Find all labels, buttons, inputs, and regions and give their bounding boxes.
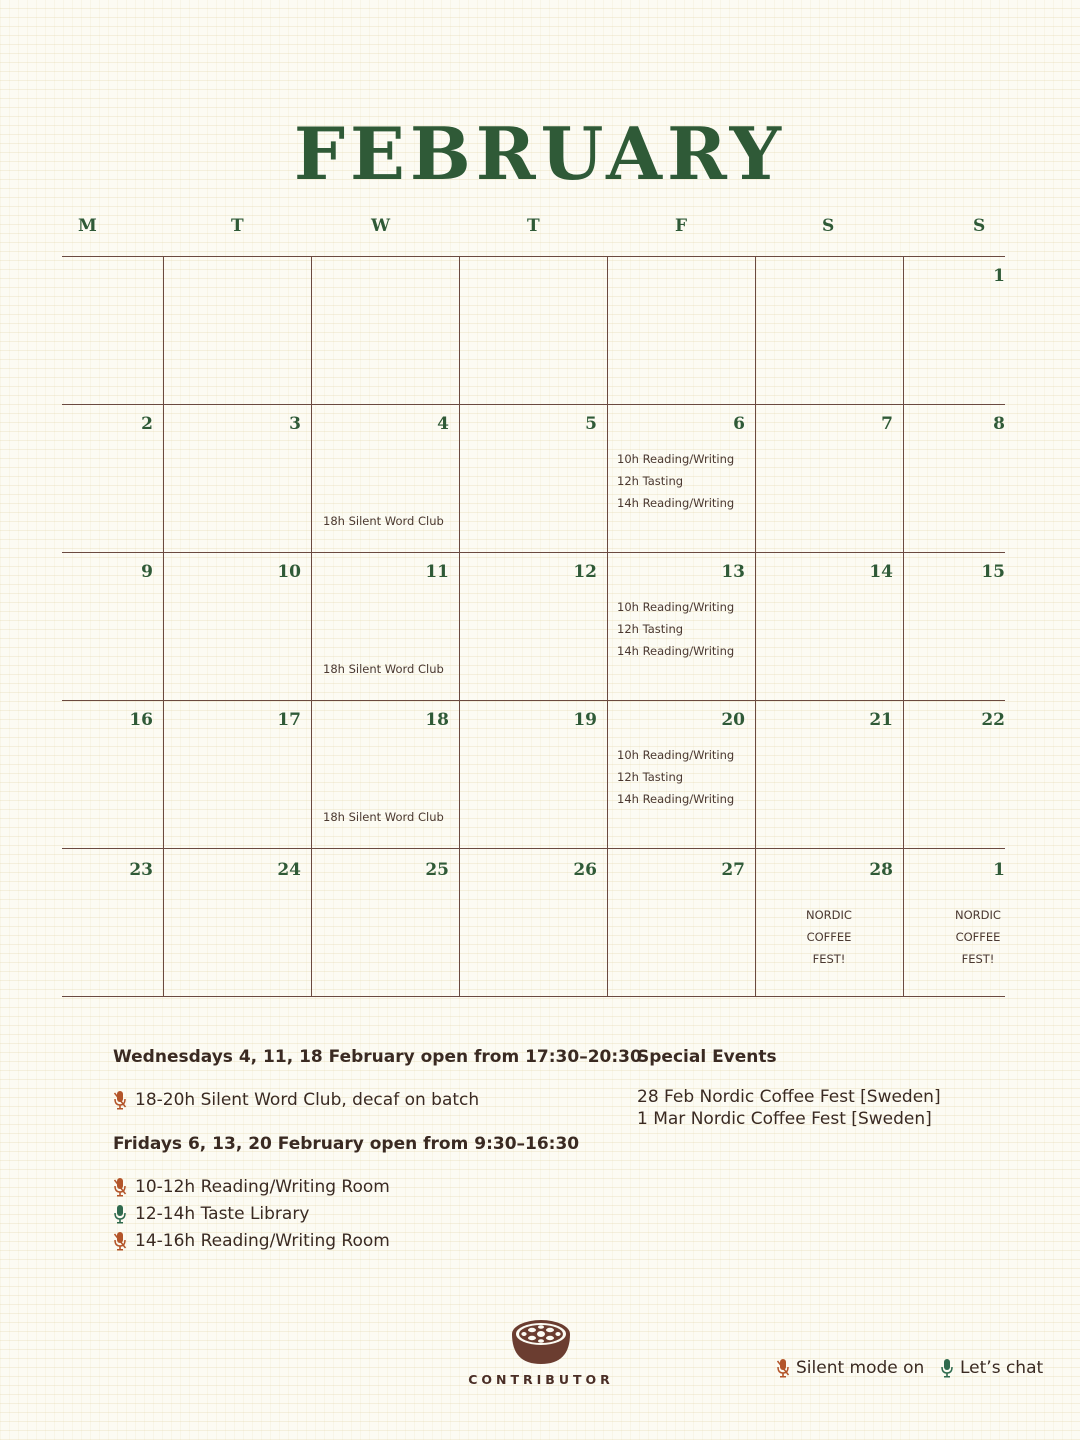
calendar-day	[903, 848, 1005, 996]
day-number: 1	[993, 266, 1005, 286]
list-item	[113, 1086, 613, 1113]
list-item	[113, 1173, 613, 1200]
event-item: 10h Reading/Writing	[617, 452, 735, 466]
weekday-sunday: S	[973, 216, 986, 236]
event-item: 14h Reading/Writing	[617, 496, 735, 510]
event-item: FEST!	[961, 952, 995, 966]
chat-mic-icon	[940, 1358, 954, 1378]
special-events-heading: Special Events	[637, 1046, 777, 1067]
day-number: 14	[869, 562, 893, 582]
calendar-day	[62, 848, 163, 996]
list-item	[113, 1227, 613, 1254]
day-number: 1	[993, 860, 1005, 880]
event-item: 18h Silent Word Club	[323, 810, 444, 824]
calendar-day	[62, 552, 163, 700]
day-number: 7	[881, 414, 893, 434]
calendar-day	[62, 700, 163, 848]
weekday-monday: M	[78, 216, 97, 236]
event-item: NORDIC	[955, 908, 1001, 922]
weekday-friday: F	[675, 216, 688, 236]
calendar-day	[755, 848, 903, 996]
day-number: 2	[141, 414, 153, 434]
event-item: FEST!	[812, 952, 846, 966]
day-number: 5	[585, 414, 597, 434]
nordic-coffee-fest-event	[755, 904, 903, 970]
day-number: 21	[869, 710, 893, 730]
silent-mic-icon	[113, 1177, 127, 1197]
day-number: 15	[981, 562, 1005, 582]
event-item: 10h Reading/Writing	[617, 748, 735, 762]
day-number: 6	[733, 414, 745, 434]
coffee-bowl-icon	[510, 1318, 572, 1366]
event-item: 12h Tasting	[617, 622, 684, 636]
day-number: 24	[277, 860, 301, 880]
event-text: 10-12h Reading/Writing Room	[135, 1176, 390, 1197]
event-item: 14h Reading/Writing	[617, 644, 735, 658]
calendar-day	[903, 700, 1005, 848]
nordic-coffee-fest-event	[903, 904, 1053, 970]
day-number: 11	[425, 562, 449, 582]
day-number: 19	[573, 710, 597, 730]
legend-chat	[940, 1358, 1043, 1378]
day-events	[617, 448, 734, 514]
calendar-day	[607, 848, 755, 996]
day-number: 3	[289, 414, 301, 434]
event-item: COFFEE	[955, 930, 1001, 944]
calendar-day	[311, 552, 459, 700]
chat-mic-icon	[113, 1204, 127, 1224]
weekday-wednesday: W	[371, 216, 391, 236]
grid-line	[62, 256, 1005, 257]
calendar-day	[163, 848, 311, 996]
special-events-list	[637, 1086, 1017, 1130]
event-text: 18-20h Silent Word Club, decaf on batch	[135, 1089, 480, 1110]
day-events	[617, 596, 734, 662]
wednesday-heading: Wednesdays 4, 11, 18 February open from 17:30–20:30	[113, 1046, 642, 1067]
event-item: 18h Silent Word Club	[323, 514, 444, 528]
legend-silent-label: Silent mode on	[796, 1358, 925, 1378]
brand-name: CONTRIBUTOR	[468, 1372, 614, 1387]
weekday-thursday: T	[527, 216, 540, 236]
legend-silent	[776, 1358, 924, 1378]
event-item: 18h Silent Word Club	[323, 662, 444, 676]
day-number: 17	[277, 710, 301, 730]
friday-heading: Fridays 6, 13, 20 February open from 9:30–16:30	[113, 1133, 580, 1154]
calendar-grid	[62, 256, 1005, 997]
day-number: 26	[573, 860, 597, 880]
calendar-day	[163, 700, 311, 848]
calendar-day	[755, 404, 903, 552]
calendar-day	[755, 700, 903, 848]
day-number: 13	[721, 562, 745, 582]
calendar-day	[903, 404, 1005, 552]
calendar-day	[163, 404, 311, 552]
calendar-day	[459, 404, 607, 552]
calendar-day	[311, 700, 459, 848]
day-events	[617, 744, 734, 810]
day-number: 22	[981, 710, 1005, 730]
day-number: 8	[993, 414, 1005, 434]
event-item: NORDIC	[806, 908, 852, 922]
event-item: 14h Reading/Writing	[617, 792, 735, 806]
list-item: 28 Feb Nordic Coffee Fest [Sweden]	[637, 1087, 941, 1107]
calendar-day	[903, 552, 1005, 700]
day-number: 16	[129, 710, 153, 730]
day-number: 23	[129, 860, 153, 880]
day-number: 28	[869, 860, 893, 880]
calendar-day	[903, 256, 1005, 404]
calendar-day	[607, 700, 755, 848]
day-number: 4	[437, 414, 449, 434]
silent-mic-icon	[113, 1090, 127, 1110]
list-item: 1 Mar Nordic Coffee Fest [Sweden]	[637, 1109, 932, 1129]
weekday-tuesday: T	[231, 216, 244, 236]
day-number: 20	[721, 710, 745, 730]
event-item: 12h Tasting	[617, 474, 684, 488]
wednesday-schedule	[113, 1043, 642, 1254]
event-text: 14-16h Reading/Writing Room	[135, 1230, 390, 1251]
calendar-day	[607, 404, 755, 552]
page-title: FEBRUARY	[293, 111, 787, 196]
day-number: 12	[573, 562, 597, 582]
silent-mic-icon	[776, 1358, 790, 1378]
day-number: 25	[425, 860, 449, 880]
calendar-day	[311, 404, 459, 552]
legend-chat-label: Let’s chat	[960, 1358, 1044, 1378]
list-item	[113, 1200, 613, 1227]
calendar-day	[607, 552, 755, 700]
grid-line	[62, 996, 1005, 997]
calendar-day	[459, 848, 607, 996]
event-item: 12h Tasting	[617, 770, 684, 784]
calendar-day	[459, 700, 607, 848]
event-item: 10h Reading/Writing	[617, 600, 735, 614]
special-events	[637, 1043, 1017, 1130]
day-number: 9	[141, 562, 153, 582]
day-number: 10	[277, 562, 301, 582]
event-text: 12-14h Taste Library	[135, 1203, 310, 1224]
day-number: 18	[425, 710, 449, 730]
day-number: 27	[721, 860, 745, 880]
silent-mic-icon	[113, 1231, 127, 1251]
calendar-day	[163, 552, 311, 700]
calendar-day	[311, 848, 459, 996]
calendar-day	[755, 552, 903, 700]
contributor-logo	[466, 1318, 616, 1387]
calendar-day	[62, 404, 163, 552]
weekday-saturday: S	[822, 216, 835, 236]
event-item: COFFEE	[806, 930, 852, 944]
calendar-day	[459, 552, 607, 700]
